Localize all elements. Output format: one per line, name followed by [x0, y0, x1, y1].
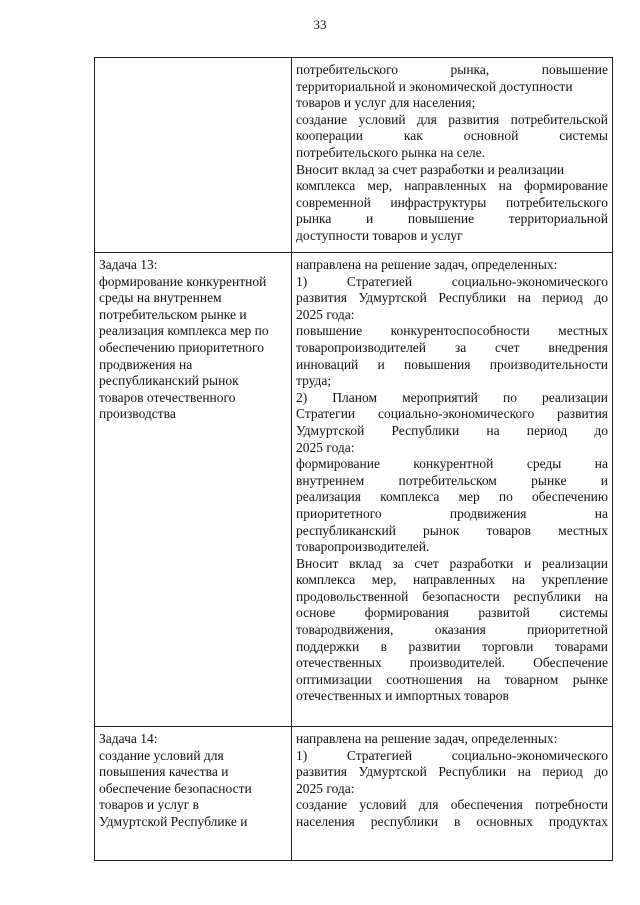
text-line: отечественных и импортных товаров — [296, 688, 509, 704]
text-line: создание условий для обеспечения потребности — [296, 797, 608, 813]
left-cell — [95, 253, 292, 727]
text-line: Удмуртской Республики на период до — [296, 422, 608, 438]
text-line: внутреннем потребительском рынке и — [296, 472, 608, 488]
text-line: обеспечению приоритетного — [99, 339, 264, 355]
text-line: товародвижения, оказания приоритетной — [296, 622, 608, 638]
text-line: повышение конкурентоспособности местных — [296, 323, 608, 339]
text-line: территориальной и экономической доступности — [296, 78, 573, 94]
text-line: производства — [99, 406, 176, 422]
text-line: реализация комплекса мер по — [99, 323, 269, 339]
text-line: Задача 13: — [99, 257, 158, 272]
text-line: 2025 года: — [296, 780, 355, 796]
text-line: развития Удмуртской Республики на период до — [296, 764, 608, 780]
text-line: оптимизации соотношения на товарном рынке — [296, 671, 608, 687]
text-line: создание условий для — [99, 747, 224, 763]
text-line: Задача 14: — [99, 731, 158, 746]
text-line: формирование конкурентной среды на — [296, 456, 608, 472]
text-line: комплекса мер, направленных на укрепление — [296, 572, 608, 588]
text-line: Вносит вклад за счет разработки и реализации — [296, 555, 608, 571]
text-line: реализация комплекса мер по обеспечению — [296, 489, 608, 505]
text-line: 2) Планом мероприятий по реализации — [296, 389, 608, 405]
text-line: основе формирования развитой системы — [296, 605, 608, 621]
text-line: доступности товаров и услуг — [296, 227, 463, 243]
text-line: направлена на решение задач, определенных: — [296, 731, 558, 746]
text-line: потребительском рынке и — [99, 306, 247, 322]
text-line: отечественных производителей. Обеспечение — [296, 655, 608, 671]
text-line: Удмуртской Республике и — [99, 813, 248, 829]
text-line: развития Удмуртской Республики на период до — [296, 290, 608, 306]
right-cell — [292, 58, 613, 253]
text-line: поддержки в развитии торговли товарами — [296, 638, 608, 654]
text-line: формирование конкурентной — [99, 273, 267, 289]
text-line: современной инфраструктуры потребительского — [296, 194, 608, 210]
text-line: Вносит вклад за счет разработки и реализации — [296, 161, 565, 177]
text-line: кооперации как основной системы — [296, 128, 608, 144]
text-line: продвижения на — [99, 356, 193, 372]
text-line: потребительского рынка на селе. — [296, 144, 486, 160]
left-cell — [95, 58, 292, 253]
text-line: Стратегии социально-экономического развития — [296, 406, 608, 422]
page-number: 33 — [313, 17, 327, 32]
text-line: приоритетного продвижения на — [296, 505, 608, 521]
text-line: товаров и услуг в — [99, 797, 200, 813]
document-table — [94, 57, 613, 861]
text-line: инноваций и повышения производительности — [296, 356, 608, 372]
text-line: товаропроизводителей за счет внедрения — [296, 339, 608, 355]
text-line: труда; — [296, 373, 332, 389]
text-line: рынка и повышение территориальной — [296, 211, 608, 227]
text-line: создание условий для развития потребительской — [296, 111, 608, 127]
text-line: республиканский рынок — [99, 373, 239, 389]
text-line: повышения качества и — [99, 764, 229, 780]
table-row — [95, 58, 613, 253]
right-cell — [292, 727, 613, 861]
text-line: комплекса мер, направленных на формирование — [296, 178, 608, 194]
text-line: 1) Стратегией социально-экономического — [296, 747, 608, 763]
text-line: товаропроизводителей. — [296, 539, 430, 555]
right-cell — [292, 253, 613, 727]
text-line: потребительского рынка, повышение — [296, 62, 608, 77]
text-line: направлена на решение задач, определенных: — [296, 257, 558, 272]
table-row — [95, 727, 613, 861]
text-line: 2025 года: — [296, 306, 355, 322]
text-line: 2025 года: — [296, 439, 355, 455]
text-line: среды на внутреннем — [99, 290, 222, 306]
text-line: 1) Стратегией социально-экономического — [296, 273, 608, 289]
text-line: населения республики в основных продуктах — [296, 813, 608, 829]
text-line: товаров и услуг для населения; — [296, 95, 476, 111]
text-line: товаров отечественного — [99, 389, 236, 405]
left-cell — [95, 727, 292, 861]
text-line: продовольственной безопасности республики на — [296, 588, 608, 604]
text-line: обеспечение безопасности — [99, 780, 252, 796]
table-row — [95, 253, 613, 727]
text-line: республиканский рынок товаров местных — [296, 522, 608, 538]
